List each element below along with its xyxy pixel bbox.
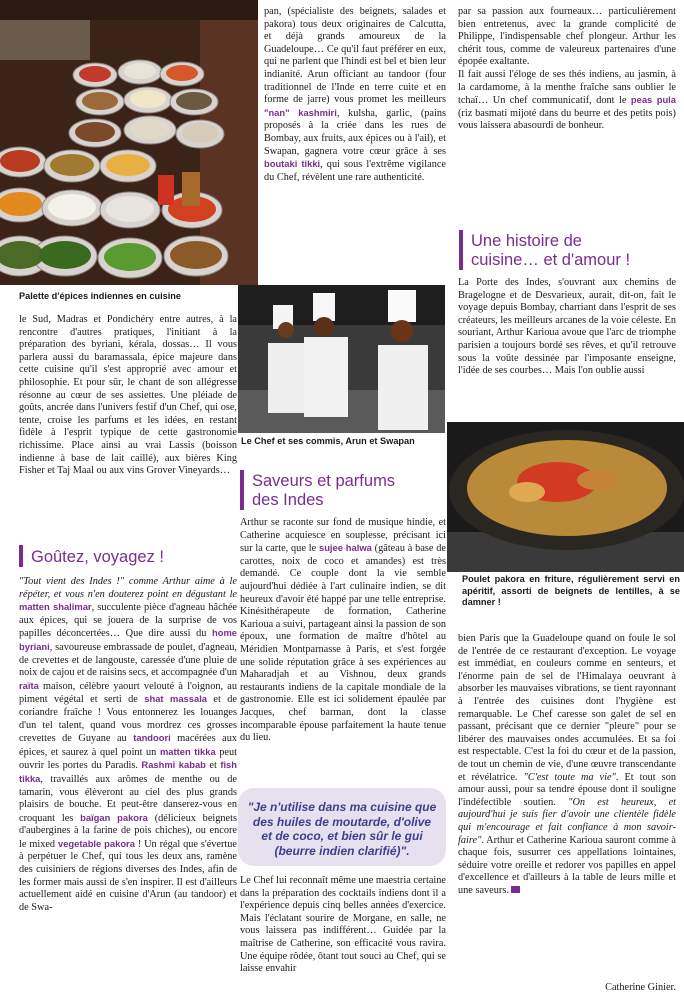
- col3-top-text: [458, 6, 676, 133]
- text-run: Arthur se raconte sur fond de musique hindie, et Catherine acquiesce en souplesse, précisant ici sur la carte, que le: [240, 517, 446, 555]
- text-run: ! Un régal que s'évertue à perpétuer le Chef, qui tous les deux ans, ramène des cuisiniers de régions diverses des Indes, afin de les former mais aussi de s'en inspirer. Il est d'ailleurs actuellement aidé en cuisine d'Arun (au tandoor) et de Swa-: [19, 838, 237, 913]
- heading-saveurs: [252, 472, 395, 510]
- col1-bottom-paragraph: [19, 576, 237, 914]
- text-run: maison, célèbre yaourt velouté à l'oignon, au piment végétal et serti de: [19, 680, 237, 706]
- text-run: . Et tout son amour aussi, pour sa tendre épouse dont il souligne l'indéfectible soutien.: [458, 771, 676, 808]
- caption-pakora: Poulet pakora en friture, régulièrement servi en apéritif, assorti de beignets de lentilles, à se damner !: [462, 574, 680, 607]
- col2-top-text: [264, 6, 446, 184]
- dish-vegetable-pakora: vegetable pakora: [57, 837, 135, 849]
- dish-raita: raïta: [19, 679, 39, 691]
- heading-accent-bar: [19, 545, 23, 567]
- pull-quote: "Je n'utilise dans ma cuisine que des huiles de moutarde, d'olive et de coco, et bien sûr le gui (beurre indien clarifié)".: [247, 800, 437, 858]
- heading-line: des Indes: [252, 491, 324, 509]
- dish-peas-pula: peas pula: [630, 94, 677, 106]
- text-run: peut ouvrir les portes du Paradis.: [19, 746, 237, 772]
- text-run: bien Paris que la Guadeloupe quand on foule le sol de l'entrée de ce restaurant d'exception. Le voyage est immédiat, en couleurs comme en senteurs, et l'énorme pain de sel de l'Himalaya oeuvrant à absorber les mauvaises vibrations, se tient rayonnant à l'entrée des cuisines dont l'hygiène est remarquable. Le Chef caresse son galet de sel en passant, précisant que ce dernier "pleure" pour se libérer des mauvaises ondes accumulées. Et sa foi est respectable. C'est la foi du cœur et de la passion, de tout un chemin de vie, d'une œuvre transcendante et révélatrice.: [458, 633, 676, 783]
- col3-top-paragraph-2: [458, 69, 676, 133]
- text-run: "C'est toute ma vie": [523, 771, 616, 783]
- col2-mid-text: [240, 517, 446, 745]
- text-run: Il fait aussi l'éloge de ses thés indiens, au jasmin, à la cardamome, à la menthe fraîche sans oublier le tchaï… Un chef communicatif, dont le: [458, 68, 676, 107]
- heading-goutez: Goûtez, voyagez !: [31, 548, 164, 566]
- heading-accent-bar: [240, 470, 244, 510]
- col1-bottom-text: [19, 576, 237, 914]
- pakora-illustration: [447, 422, 684, 572]
- heading-histoire: [471, 232, 630, 270]
- chefs-photo: [238, 285, 445, 433]
- text-run: et: [205, 760, 217, 772]
- caption-chefs: Le Chef et ses commis, Arun et Swapan: [241, 436, 415, 446]
- pakora-photo: [447, 422, 684, 572]
- dish-matten-tikka: matten tikka: [159, 745, 216, 757]
- dish-shat-massala: shat massala: [144, 693, 208, 705]
- text-run: "Tout vient des Indes !" comme Arthur aime à le répéter, et vous n'en douterez point en dégustant le: [19, 576, 237, 600]
- text-run: . Arthur et Catherine Karioua sauront comme à chaque fois, susurrer ces appellations lointaines, séduire votre oreille et redorer vos papilles en appel d'excellence et d'ailleurs à la table de leurs mille et une saveurs.: [458, 834, 676, 896]
- dish-boutaki-tikki: boutaki tikki: [264, 158, 321, 170]
- caption-spices: Palette d'épices indiennes en cuisine: [19, 291, 182, 301]
- heading-line: Saveurs et parfums: [252, 472, 396, 490]
- end-mark-icon: [511, 886, 520, 893]
- dish-sujee-halwa: sujee halwa: [318, 542, 372, 554]
- chefs-illustration: [238, 285, 445, 433]
- col1-top-text: [19, 314, 237, 478]
- col2-bottom-paragraph: Le Chef lui reconnaît même une maestria certaine dans la préparation des cocktails indiens dont il a l'expérience depuis cinq belles années d'exercice. Mais l'éclatant sourire de Morgane, en salle, ne vous laissera pas indifférent… Guidée par la maîtrise de Catherine, son efficacité vous ravira. Une équipe rôdée, ôtant tout souci au Chef, qui se laisse envahir: [240, 875, 446, 975]
- text-run: , savoureuse embrassade de poulet, d'agneau, de crevettes et de langouste, caressée d'une pluie de noix de cajou et de raisins secs, et accompagnée d'un: [19, 641, 238, 679]
- text-run: pan, (spécialiste des beignets, salades et pakora) tous deux originaires de Calcutta, et déjà grands amoureux de la Guadeloupe… Ce qu'il faut préférer en eux, qui ne parlent que l'hindi est bel et bien leur indianité. Arun officiant au tandoor (four traditionnel de l'Inde en terre cuite et en forme de jarre) vous promet les meilleurs: [264, 6, 446, 106]
- text-run: , kulsha, garlic, (pains proposés à la criée dans les rues de Bombay, aux fruits, aux épices ou à l'ail), et Swapan, gagnera votre cœur grâce à ses: [264, 107, 446, 157]
- heading-line: cuisine… et d'amour !: [471, 251, 631, 269]
- text-run: "On est heureux, et aujourd'hui je suis fier d'avoir une clientèle fidèle qui m'encourage et fait confiance à mon savoir-faire": [458, 796, 677, 846]
- text-run: macérées aux épices, et saurez à quel point un: [19, 733, 237, 758]
- heading-line: Une histoire de: [471, 232, 582, 250]
- text-run: , succulente pièce d'agneau hâchée aux épices, qui se jouera de la surprise de vos papilles déconcertées… Que dire aussi du: [19, 602, 237, 640]
- spices-photo: [0, 0, 258, 285]
- text-run: , qui sous l'extrême vigilance du Chef, révèlent une rare authenticité.: [264, 159, 446, 183]
- col3-bottom-text: [458, 633, 676, 897]
- col3-bottom-paragraph: [458, 633, 676, 897]
- col2-bottom-text: [240, 875, 446, 976]
- byline: Catherine Ginier.: [605, 982, 676, 993]
- heading-accent-bar: [459, 230, 463, 270]
- dish-tandoori: tandoori: [133, 732, 171, 744]
- text-run: (riz basmati mijoté dans du beurre et des petits pois) vous laissera abasourdi de bonheur.: [458, 107, 676, 132]
- text-run: et de coriandre fraîche ! Vous entonnerez les louanges d'un tel talent, quand vous mordrez ces grosses crevettes de Guyane au: [19, 694, 237, 745]
- dish-baigan-pakora: baïgan pakora: [80, 811, 148, 823]
- dish-rashmi-kabab: Rashmi kabab: [141, 759, 206, 771]
- col3-mid-text: [458, 277, 676, 378]
- spices-illustration: [0, 0, 258, 285]
- col2-top-paragraph: [264, 6, 446, 184]
- dish-fish-tikka: fish tikka: [19, 759, 237, 784]
- dish-nan-kashmiri: "nan" kashmiri: [264, 106, 337, 118]
- text-run: (délicieux beignets d'aubergines à la farine de pois chiches), ou encore le mixed: [19, 812, 237, 850]
- text-run: , travaillés aux arômes de menthe ou de tamarin, vous élèveront au ciel des plus grands plaisirs de bouche. Et peut-être danserez-vous en croquant les: [19, 773, 237, 824]
- col3-top-paragraph-1: par sa passion aux fourneaux… particulièrement bien entretenus, avec la grande complicité de Philippe, l'indispensable chef plongeur. Arthur les chérit tous, comme de valeureux partenaires d'une épopée exaltante.: [458, 6, 676, 68]
- col2-mid-paragraph: [240, 517, 446, 745]
- dish-home-byriani: home byriani: [19, 627, 237, 652]
- dish-matten-shalimar: matten shalimar: [19, 601, 92, 613]
- col3-mid-paragraph: La Porte des Indes, s'ouvrant aux chemins de Bragelogne et de Desvarieux, aurait, dit-on, fait le voyage depuis Bombay, charriant dans l'esprit de ses créateurs, les meilleurs arcanes de la voie céleste. En souriant, Arthur Karioua avoue que l'arc de triomphe parisien a toujours bordé ses rêves, et qu'il retrouve sous la voûte dessinée par l'imposante enseigne, l'idée de ses courbes… Mais l'on oublie aussi: [458, 277, 676, 377]
- col1-top-paragraph: le Sud, Madras et Pondichéry entre autres, à la rencontre d'autres pratiques, l'initiant à la préparation des byriani, kérala, dossas… Il vous parlera aussi du baramassala, épice majeure dans cette cuisine qu'il s'est approprié avec amour et philosophie. Et pour sûr, le chant de son allégresse résonne au cœur de ses assiettes. Une pléiade de goûts, ancrée dans l'univers festif d'un Chef, qui ose, tente, croise les parfums et les idées, en restant fidèle à l'esprit typique de cette gastronomie richissime. Place ainsi au vrai Lassis (boisson indienne à base de lait caillé), aux bières King Fisher et Taj Maal ou aux vins Grover Vineyards…: [19, 314, 237, 477]
- text-run: (gâteau à base de carottes, noix de coco et amandes) est très demandé. Ce couple dont la vie semble aujourd'hui dédiée à l'art culinaire indien, se dit heureux d'avoir été happé par une telle entreprise. Kinésithérapeute de formation, Catherine Karioua a suivi, partageant ainsi la passion de son époux, une formation de maître d'hôtel au Méridien Montparnasse à Paris, et s'est forgée une solide réputation grâce à ses expériences au Maharadjah et au Vishnou, deux grands restaurants indiens de la capitale mondiale de la gastronomie. Elle est ici solidement épaulée par Jacques, chef barman, dont la classe incomparable épouse parfaitement la haute tenue du lieu.: [240, 543, 447, 744]
